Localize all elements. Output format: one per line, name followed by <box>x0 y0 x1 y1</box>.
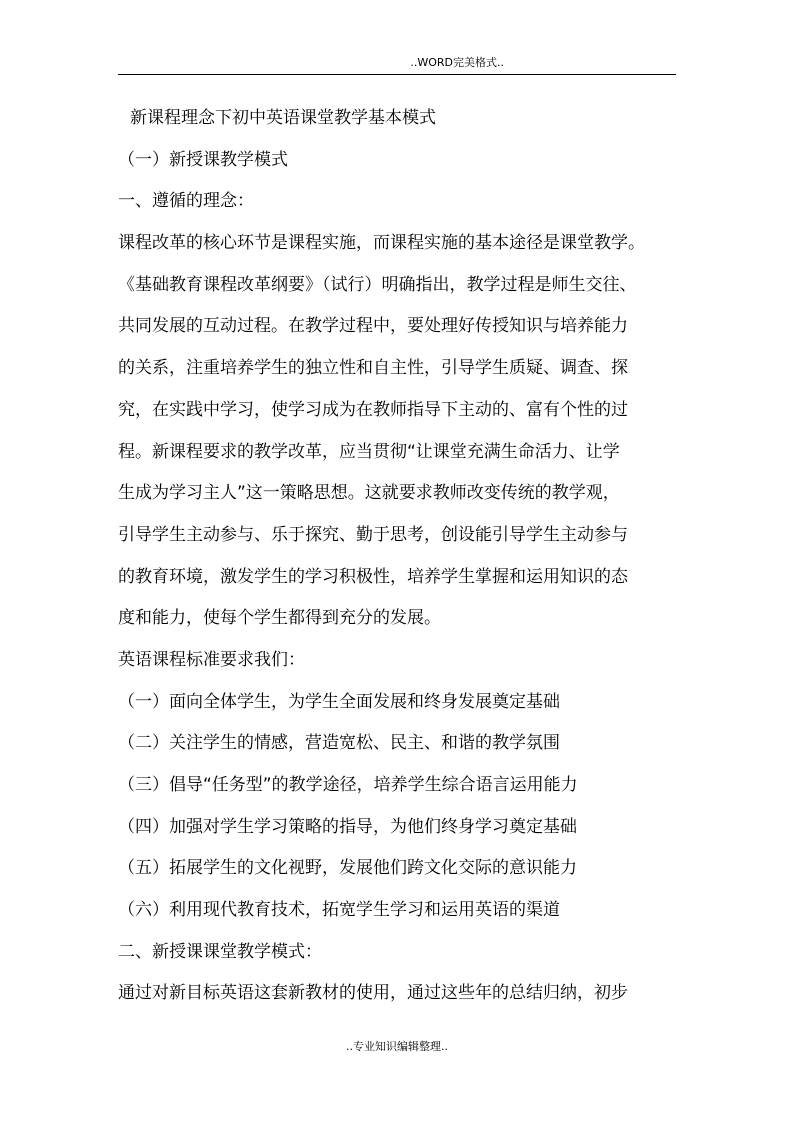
standards-item: （三）倡导“任务型”的教学途径，培养学生综合语言运用能力 <box>118 775 578 795</box>
document-body <box>118 98 678 1015</box>
page-header <box>118 56 676 75</box>
paragraph-line: 生成为学习主人”这一策略思想。这就要求教师改变传统的教学观， <box>118 483 620 504</box>
paragraph-line: 的教育环境，激发学生的学习积极性，培养学生掌握和运用知识的态 <box>118 566 628 587</box>
paragraph-line: 的关系，注重培养学生的独立性和自主性，引导学生质疑、调查、探 <box>118 358 628 379</box>
standards-item: （四）加强对学生学习策略的指导，为他们终身学习奠定基础 <box>118 816 577 837</box>
paragraph-line: 共同发展的互动过程。在教学过程中，要处理好传授知识与培养能力 <box>118 316 628 337</box>
standards-item: （二）关注学生的情感，营造宽松、民主、和谐的教学氛围 <box>118 733 560 754</box>
paragraph-line: 《基础教育课程改革纲要》（试行）明确指出，教学过程是师生交往、 <box>118 274 637 295</box>
paragraph-line: 课程改革的核心环节是课程实施，而课程实施的基本途径是课堂教学。 <box>118 233 645 254</box>
header-text: ..WORD完美格式.. <box>410 56 504 69</box>
footer-text: ..专业知识编辑整理.. <box>346 1040 448 1053</box>
subsection-heading: 二、新授课课堂教学模式： <box>118 941 322 962</box>
paragraph-line: 程。新课程要求的教学改革，应当贯彻“让课堂充满生命活力、让学 <box>118 441 620 462</box>
standards-item: （一）面向全体学生，为学生全面发展和终身发展奠定基础 <box>118 691 560 712</box>
page-footer <box>0 1040 794 1054</box>
paragraph-line: 通过对新目标英语这套新教材的使用，通过这些年的总结归纳，初步 <box>118 983 628 1004</box>
paragraph-line: 究，在实践中学习，使学习成为在教师指导下主动的、富有个性的过 <box>118 399 628 420</box>
paragraph-line: 引导学生主动参与、乐于探究、勤于思考，创设能引导学生主动参与 <box>118 524 628 545</box>
standards-intro: 英语课程标准要求我们： <box>118 649 305 670</box>
paragraph-line: 度和能力，使每个学生都得到充分的发展。 <box>118 608 441 629</box>
document-title: 新课程理念下初中英语课堂教学基本模式 <box>130 108 436 128</box>
standards-item: （六）利用现代教育技术，拓宽学生学习和运用英语的渠道 <box>118 900 560 921</box>
subsection-heading: 一、遵循的理念： <box>118 191 254 212</box>
section-heading: （一）新授课教学模式 <box>118 149 288 170</box>
standards-item: （五）拓展学生的文化视野，发展他们跨文化交际的意识能力 <box>118 858 577 879</box>
